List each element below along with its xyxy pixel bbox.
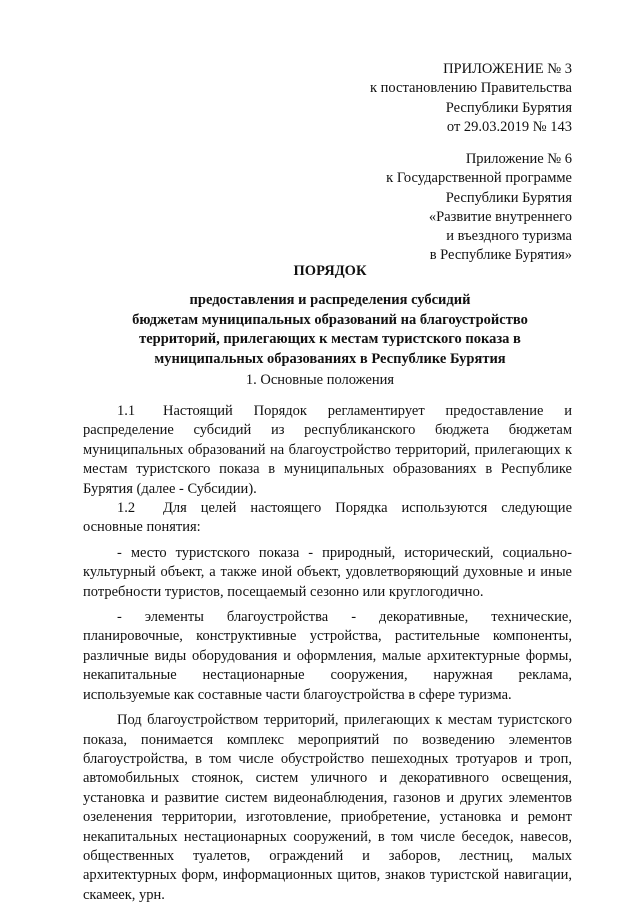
amendment-header-line: от 29.03.2019 № 143 bbox=[446, 118, 572, 135]
paragraph-number: 1.2 bbox=[117, 500, 136, 517]
title-line: бюджетам муниципальных образований на благоустройство bbox=[132, 311, 528, 328]
title-line: предоставления и распределения субсидий bbox=[189, 292, 471, 309]
paragraph-text: Для целей настоящего Порядка используются следующие основные понятия: bbox=[83, 500, 572, 536]
amendment-header bbox=[370, 60, 572, 137]
annex-header-line: Республики Бурятия bbox=[445, 189, 572, 206]
section-heading: 1. Основные положения bbox=[245, 372, 395, 388]
title-line: муниципальных образованиях в Республике Бурятия bbox=[154, 350, 506, 367]
definition-tourist-site: - место туристского показа - природный, исторический, социально-культурный объект, а также иной объект, удовлетворяющий духовные и иные потребности туристов, посещаемый сезонно или круглогодично. bbox=[83, 544, 572, 600]
document-title bbox=[95, 262, 565, 369]
paragraph-number: 1.1 bbox=[117, 403, 136, 419]
annex-header-line: и въездного туризма bbox=[446, 228, 572, 245]
title-main: ПОРЯДОК bbox=[293, 263, 367, 279]
amendment-header-line: Республики Бурятия bbox=[445, 99, 572, 116]
amendment-header-line: к постановлению Правительства bbox=[370, 80, 572, 97]
title-line: территорий, прилегающих к местам туристского показа в bbox=[139, 331, 521, 348]
paragraph-1-1 bbox=[83, 402, 572, 499]
document-body bbox=[83, 402, 572, 905]
amendment-header-line: ПРИЛОЖЕНИЕ № 3 bbox=[443, 61, 572, 77]
definition-territory-improvement: Под благоустройством территорий, прилегающих к местам туристского показа, понимается комплекс мероприятий по возведению элементов благоустройства, в том числе обустройство пешеходных тротуаров и троп, автомобильных стоянок, систем уличного и декоративного освещения, установка и развитие систем видеонаблюдения, газонов и других элементов озеленения территории, изготовление, приобретение, установка и ремонт некапитальных нестационарных сооружений, в том числе беседок, навесов, общественных туалетов, ограждений и заборов, лестниц, малых архитектурных форм, информационных щитов, знаков туристской навигации, скамеек, урн. bbox=[83, 712, 572, 903]
annex-header-line: Приложение № 6 bbox=[465, 151, 572, 167]
annex-header-line: «Развитие внутреннего bbox=[428, 208, 572, 225]
definition-improvement-elements: - элементы благоустройства - декоративные, технические, планировочные, конструктивные устройства, растительные компоненты, различные виды оборудования и оформления, малые архитектурные формы, некапитальные нестационарные сооружения, наружная реклама, используемые как составные части благоустройства в сфере туризма. bbox=[83, 609, 572, 703]
paragraph-1-2 bbox=[83, 499, 572, 538]
paragraph-text: Настоящий Порядок регламентирует предоставление и распределение субсидий из республиканского бюджета бюджетам муниципальных образований на благоустройство территорий, прилегающих к местам туристского показа в муниципальных образованиях в Республике Бурятия (далее - Субсидии). bbox=[83, 403, 572, 497]
annex-header-line: к Государственной программе bbox=[386, 170, 572, 187]
annex-header-line: в Республике Бурятия» bbox=[429, 247, 572, 264]
annex-header bbox=[386, 150, 572, 266]
